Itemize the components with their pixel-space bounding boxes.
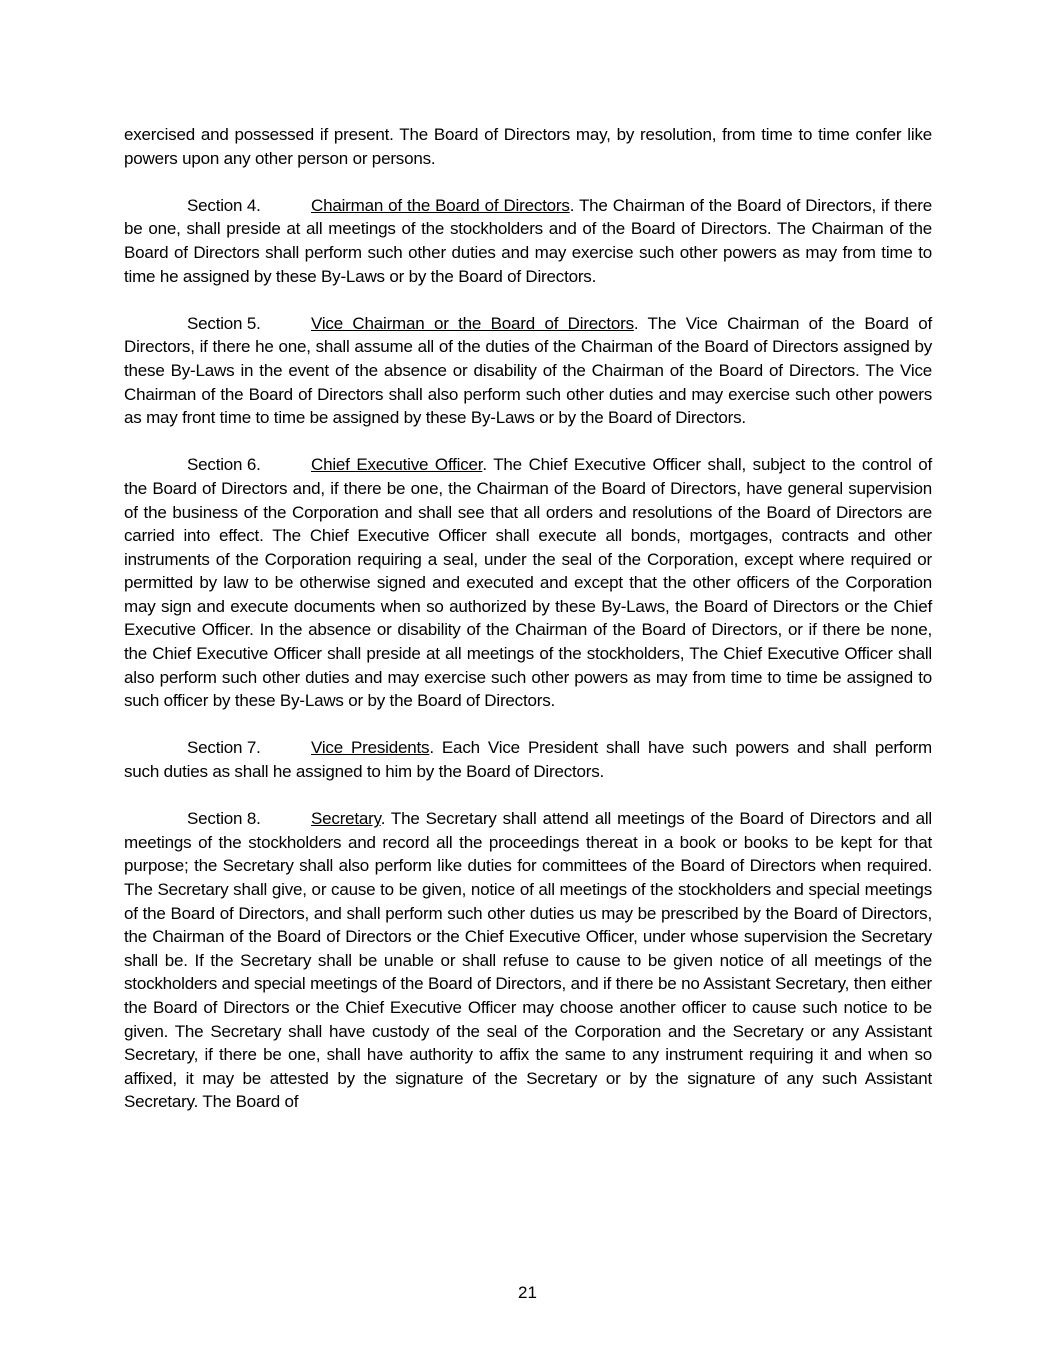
section-label: Section 5. (187, 313, 261, 333)
section-heading: Vice Presidents (311, 738, 430, 758)
continuation-paragraph: exercised and possessed if present. The Board of Directors may, by resolution, from time to time confer like powers upon any other person or persons. (124, 125, 932, 168)
section-label: Section 8. (187, 809, 261, 829)
section-4-paragraph (124, 194, 932, 288)
section-heading: Chief Executive Officer (311, 455, 483, 475)
section-body: . Each Vice President shall have such powers and shall perform such duties as shall he assigned to him by the Board of Directors. (124, 738, 932, 782)
section-label: Section 7. (187, 738, 261, 758)
section-label: Section 6. (187, 455, 261, 475)
section-8-paragraph (124, 807, 932, 1114)
section-heading: Vice Chairman or the Board of Directors (311, 313, 634, 333)
section-heading: Secretary (311, 809, 381, 829)
section-5-paragraph (124, 312, 932, 430)
section-body: . The Chief Executive Officer shall, subject to the control of the Board of Directors and, if there be one, the Chairman of the Board of Directors, have general supervision of the business of the Corporation and shall see that all orders and resolutions of the Board of Directors are carried into effect. The Chief Executive Officer shall execute all bonds, mortgages, contracts and other instruments of the Corporation requiring a seal, under the seal of the Corporation, except where required or permitted by law to be otherwise signed and executed and except that the other officers of the Corporation may sign and execute documents when so authorized by these By-Laws, the Board of Directors or the Chief Executive Officer. In the absence or disability of the Chairman of the Board of Directors, or if there be none, the Chief Executive Officer shall preside at all meetings of the stockholders, The Chief Executive Officer shall also perform such other duties and may exercise such other powers as may from time to time be assigned to such officer by these By-Laws or by the Board of Directors. (124, 455, 932, 711)
page-number: 21 (518, 1283, 537, 1302)
section-label: Section 4. (187, 195, 261, 215)
section-body: . The Chairman of the Board of Directors, if there be one, shall preside at all meetings of the stockholders and of the Board of Directors. The Chairman of the Board of Directors shall perform such other duties and may exercise such other powers as may from time to time he assigned by these By-Laws or by the Board of Directors. (124, 195, 932, 286)
document-page (124, 123, 932, 1138)
section-6-paragraph (124, 453, 932, 713)
section-heading: Chairman of the Board of Directors (311, 195, 570, 215)
section-7-paragraph (124, 736, 932, 783)
section-body: . The Vice Chairman of the Board of Directors, if there he one, shall assume all of the duties of the Chairman of the Board of Directors assigned by these By-Laws in the event of the absence or disability of the Chairman of the Board of Directors. The Vice Chairman of the Board of Directors shall also perform such other duties and may exercise such other powers as may front time to time be assigned by these By-Laws or by the Board of Directors. (124, 313, 932, 428)
section-body: . The Secretary shall attend all meetings of the Board of Directors and all meetings of the stockholders and record all the proceedings thereat in a book or books to be kept for that purpose; the Secretary shall also perform like duties for committees of the Board of Directors when required. The Secretary shall give, or cause to be given, notice of all meetings of the stockholders and special meetings of the Board of Directors, and shall perform such other duties us may be prescribed by the Board of Directors, the Chairman of the Board of Directors or the Chief Executive Officer, under whose supervision the Secretary shall be. If the Secretary shall be unable or shall refuse to cause to be given notice of all meetings of the stockholders and special meetings of the Board of Directors, and if there be no Assistant Secretary, then either the Board of Directors or the Chief Executive Officer may choose another officer to cause such notice to be given. The Secretary shall have custody of the seal of the Corporation and the Secretary or any Assistant Secretary, if there be one, shall have authority to affix the same to any instrument requiring it and when so affixed, it may be attested by the signature of the Secretary or by the signature of any such Assistant Secretary. The Board of (124, 809, 932, 1112)
